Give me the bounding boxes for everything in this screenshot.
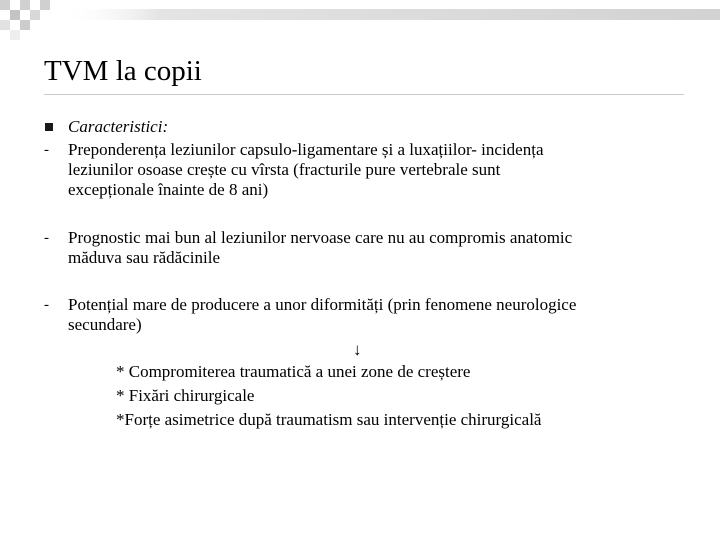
item-3-line-1: Potențial mare de producere a unor diformități (prin fenomene neurologice bbox=[68, 295, 577, 314]
dash-marker: - bbox=[44, 297, 49, 313]
cause-3: *Forțe asimetrice după traumatism sau intervenție chirurgicală bbox=[116, 410, 542, 429]
dash-marker: - bbox=[44, 230, 49, 246]
down-arrow-icon: ↓ bbox=[353, 340, 362, 359]
item-3-line-2: secundare) bbox=[68, 315, 142, 334]
dash-marker: - bbox=[44, 142, 49, 158]
item-1-line-2: leziunilor osoase crește cu vîrsta (fracturile pure vertebrale sunt bbox=[68, 160, 501, 179]
item-2-line-1: Prognostic mai bun al leziunilor nervoase care nu au compromis anatomic bbox=[68, 228, 573, 247]
item-1-line-1: Preponderența leziunilor capsulo-ligamentare și a luxațiilor- incidența bbox=[68, 140, 544, 159]
title-divider bbox=[44, 94, 684, 95]
cause-2: * Fixări chirurgicale bbox=[116, 386, 255, 405]
square-bullet-icon bbox=[45, 123, 53, 131]
top-gradient-band bbox=[0, 0, 720, 24]
item-2-line-2: măduva sau rădăcinile bbox=[68, 248, 220, 267]
slide-title: TVM la copii bbox=[44, 55, 202, 87]
cause-1: * Compromiterea traumatică a unei zone de creștere bbox=[116, 362, 471, 381]
heading-characteristics: Caracteristici: bbox=[68, 117, 169, 136]
item-1-line-3: excepționale înainte de 8 ani) bbox=[68, 180, 269, 199]
